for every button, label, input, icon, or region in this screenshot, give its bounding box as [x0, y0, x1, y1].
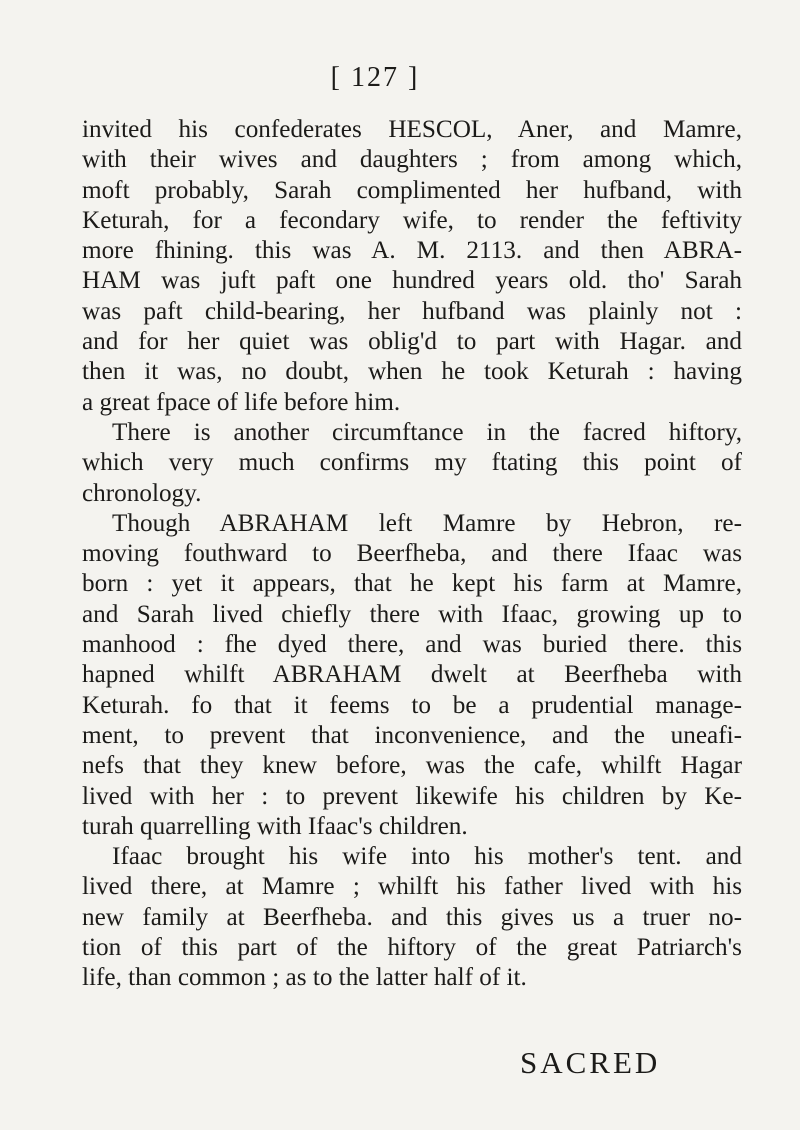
- text-line: and Sarah lived chiefly there with Ifaac, growing up to: [82, 600, 742, 628]
- text-line: was paft child-bearing, her hufband was plainly not :: [82, 297, 742, 325]
- text-line: then it was, no doubt, when he took Keturah : having: [82, 358, 742, 386]
- text-line: lived with her : to prevent likewife his children by Ke-: [82, 782, 742, 810]
- page-number: [ 127 ]: [330, 62, 420, 93]
- catchword: SACRED: [520, 1045, 661, 1080]
- text-line: hapned whilft ABRAHAM dwelt at Beerfheba with: [82, 661, 742, 689]
- text-line: Keturah. fo that it feems to be a prudential manage-: [82, 691, 742, 719]
- text-line: tion of this part of the hiftory of the great Patriarch's: [82, 934, 742, 962]
- text-line: nefs that they knew before, was the cafe, whilft Hagar: [82, 752, 742, 780]
- text-line: invited his confederates HESCOL, Aner, and Mamre,: [82, 116, 742, 143]
- text-line: and for her quiet was oblig'd to part with Hagar. and: [82, 328, 742, 356]
- paragraph: [82, 418, 742, 509]
- text-line: moft probably, Sarah complimented her hufband, with: [82, 176, 742, 204]
- text-line: more fhining. this was A. M. 2113. and then ABRA-: [82, 237, 742, 265]
- text-line: life, than common ; as to the latter half of it.: [82, 964, 527, 992]
- paragraph: [82, 842, 742, 993]
- text-line: new family at Beerfheba. and this gives us a truer no-: [82, 903, 742, 931]
- body-text: [82, 115, 742, 994]
- paragraph: [82, 115, 742, 418]
- text-line: Keturah, for a fecondary wife, to render the feftivity: [82, 206, 742, 234]
- text-line: Though ABRAHAM left Mamre by Hebron, re-: [112, 509, 742, 537]
- text-line: moving fouthward to Beerfheba, and there Ifaac was: [82, 540, 742, 568]
- text-line: born : yet it appears, that he kept his farm at Mamre,: [82, 570, 742, 598]
- text-line: chronology.: [82, 479, 202, 507]
- paragraph: [82, 509, 742, 842]
- text-line: turah quarrelling with Ifaac's children.: [82, 812, 468, 840]
- text-line: which very much confirms my ftating this point of: [82, 449, 742, 477]
- text-line: There is another circumftance in the facred hiftory,: [112, 418, 742, 446]
- text-line: HAM was juft paft one hundred years old. tho' Sarah: [82, 267, 742, 295]
- text-line: ment, to prevent that inconvenience, and the uneafi-: [82, 721, 742, 749]
- text-line: a great fpace of life before him.: [82, 388, 401, 416]
- text-line: Ifaac brought his wife into his mother's tent. and: [112, 843, 742, 871]
- text-line: with their wives and daughters ; from among which,: [82, 146, 742, 174]
- text-line: manhood : fhe dyed there, and was buried there. this: [82, 631, 742, 659]
- text-line: lived there, at Mamre ; whilft his father lived with his: [82, 873, 742, 901]
